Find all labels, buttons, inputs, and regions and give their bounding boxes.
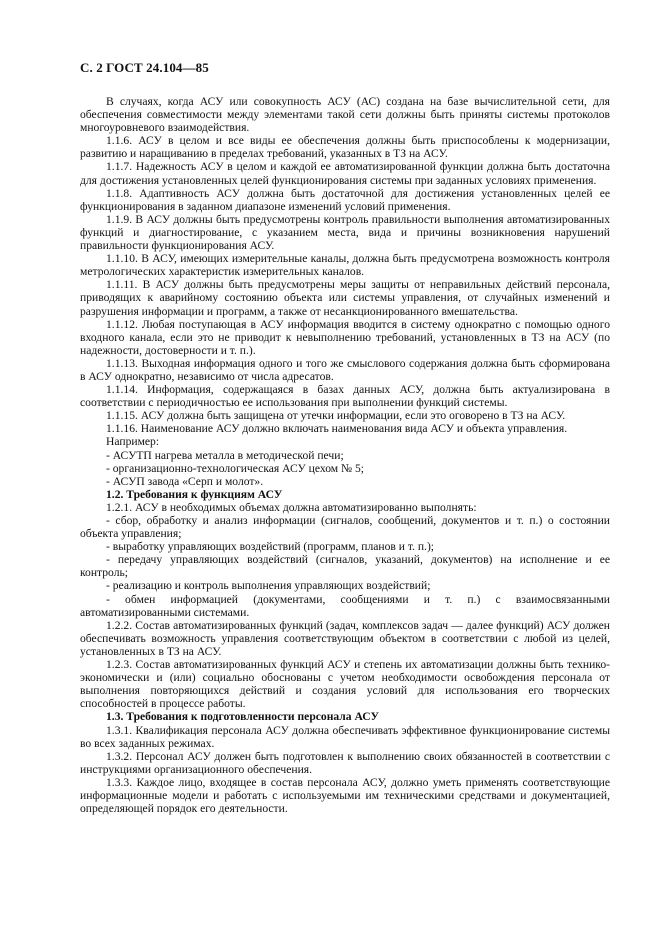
paragraph: В случаях, когда АСУ или совокупность АСУ (АС) создана на базе вычислительной сети, для обеспечения совместимости между элементами такой сети должны быть приняты системы протоколов многоуровневого взаимодействия. [80, 95, 610, 135]
paragraph: 1.2.1. АСУ в необходимых объемах должна автоматизированно выполнять: [106, 500, 477, 514]
paragraph: - передачу управляющих воздействий (сигналов, указаний, документов) на исполнение и ее контроль; [80, 553, 610, 580]
paragraph: 1.1.15. АСУ должна быть защищена от утечки информации, если это оговорено в ТЗ на АСУ. [106, 409, 566, 423]
paragraph: 1.1.11. В АСУ должны быть предусмотрены меры защиты от неправильных действий персонала, приводящих к аварийному состоянию объекта или системы управления, от случайных изменений и разрушения информации и программ, а также от несанкционированного вмешательства. [80, 278, 610, 318]
paragraph: Например: [106, 435, 160, 449]
paragraph: 1.3.1. Квалификация персонала АСУ должна обеспечивать эффективное функционирование системы во всех заданных режимах. [80, 723, 610, 750]
paragraph: 1.1.8. Адаптивность АСУ должна быть достаточной для достижения установленных целей ее функционирования в заданном диапазоне изменений условий применения. [80, 186, 610, 213]
paragraph: - реализацию и контроль выполнения управляющих воздействий; [106, 579, 431, 593]
paragraph: 1.1.7. Надежность АСУ в целом и каждой ее автоматизированной функции должна быть достаточна для достижения установленных целей функционирования системы при заданных условиях применения. [80, 160, 610, 187]
section-heading: 1.3. Требования к подготовленности персонала АСУ [106, 710, 380, 724]
paragraph: 1.2.3. Состав автоматизированных функций АСУ и степень их автоматизации должны быть технико-экономически и (или) социально обоснованы с учетом необходимости освобождения персонала от выполнения повторяющихся действий и создания условий для использования его творческих способностей в процессе работы. [80, 658, 610, 711]
paragraph: 1.1.12. Любая поступающая в АСУ информация вводится в систему однократно с помощью одного входного канала, если это не приводит к невыполнению требований, установленных в ТЗ на АСУ (по надежности, достоверности и т. п.). [80, 317, 610, 357]
paragraph: 1.1.10. В АСУ, имеющих измерительные каналы, должна быть предусмотрена возможность контроля метрологических характеристик измерительных каналов. [80, 252, 610, 279]
paragraph: 1.3.2. Персонал АСУ должен быть подготовлен к выполнению своих обязанностей в соответствии с инструкциями организационного обеспечения. [80, 749, 610, 776]
paragraph: 1.1.16. Наименование АСУ должно включать наименования вида АСУ и объекта управления. [106, 422, 568, 436]
paragraph: - выработку управляющих воздействий (программ, планов и т. п.); [106, 540, 435, 554]
paragraph: 1.3.3. Каждое лицо, входящее в состав персонала АСУ, должно уметь применять соответствующие информационные модели и работать с используемыми им техническими средствами и документацией, определяющей порядок его деятельности. [80, 775, 610, 816]
paragraph: 1.1.13. Выходная информация одного и того же смыслового содержания должна быть сформирована в АСУ однократно, независимо от числа адресатов. [80, 356, 610, 383]
paragraph: 1.1.9. В АСУ должны быть предусмотрены контроль правильности выполнения автоматизированных функций и диагностирование, с указанием места, вида и причины возникновения нарушений правильности функционирования АСУ. [80, 212, 610, 253]
paragraph: - сбор, обработку и анализ информации (сигналов, сообщений, документов и т. п.) о состоянии объекта управления; [80, 514, 610, 541]
paragraph: - организационно-технологическая АСУ цехом № 5; [106, 461, 364, 475]
paragraph: 1.2.2. Состав автоматизированных функций (задач, комплексов задач — далее функций) АСУ должен обеспечивать возможность управления соответствующим объектом в соответствии с любой из целей, установленных в ТЗ на АСУ. [80, 618, 610, 658]
paragraph: - АСУТП нагрева металла в методической печи; [106, 448, 344, 462]
paragraph: 1.1.14. Информация, содержащаяся в базах данных АСУ, должна быть актуализирована в соответствии с периодичностью ее использования при выполнении функций системы. [80, 383, 610, 410]
document-body [80, 95, 610, 815]
paragraph: - АСУП завода «Серп и молот». [106, 474, 264, 488]
page-header: С. 2 ГОСТ 24.104—85 [80, 60, 209, 75]
paragraph: 1.1.6. АСУ в целом и все виды ее обеспечения должны быть приспособлены к модернизации, развитию и наращиванию в пределах требований, указанных в ТЗ на АСУ. [80, 134, 610, 161]
section-heading: 1.2. Требования к функциям АСУ [106, 487, 283, 501]
paragraph: - обмен информацией (документами, сообщениями и т. п.) с взаимосвязанными автоматизированными системами. [80, 592, 610, 619]
